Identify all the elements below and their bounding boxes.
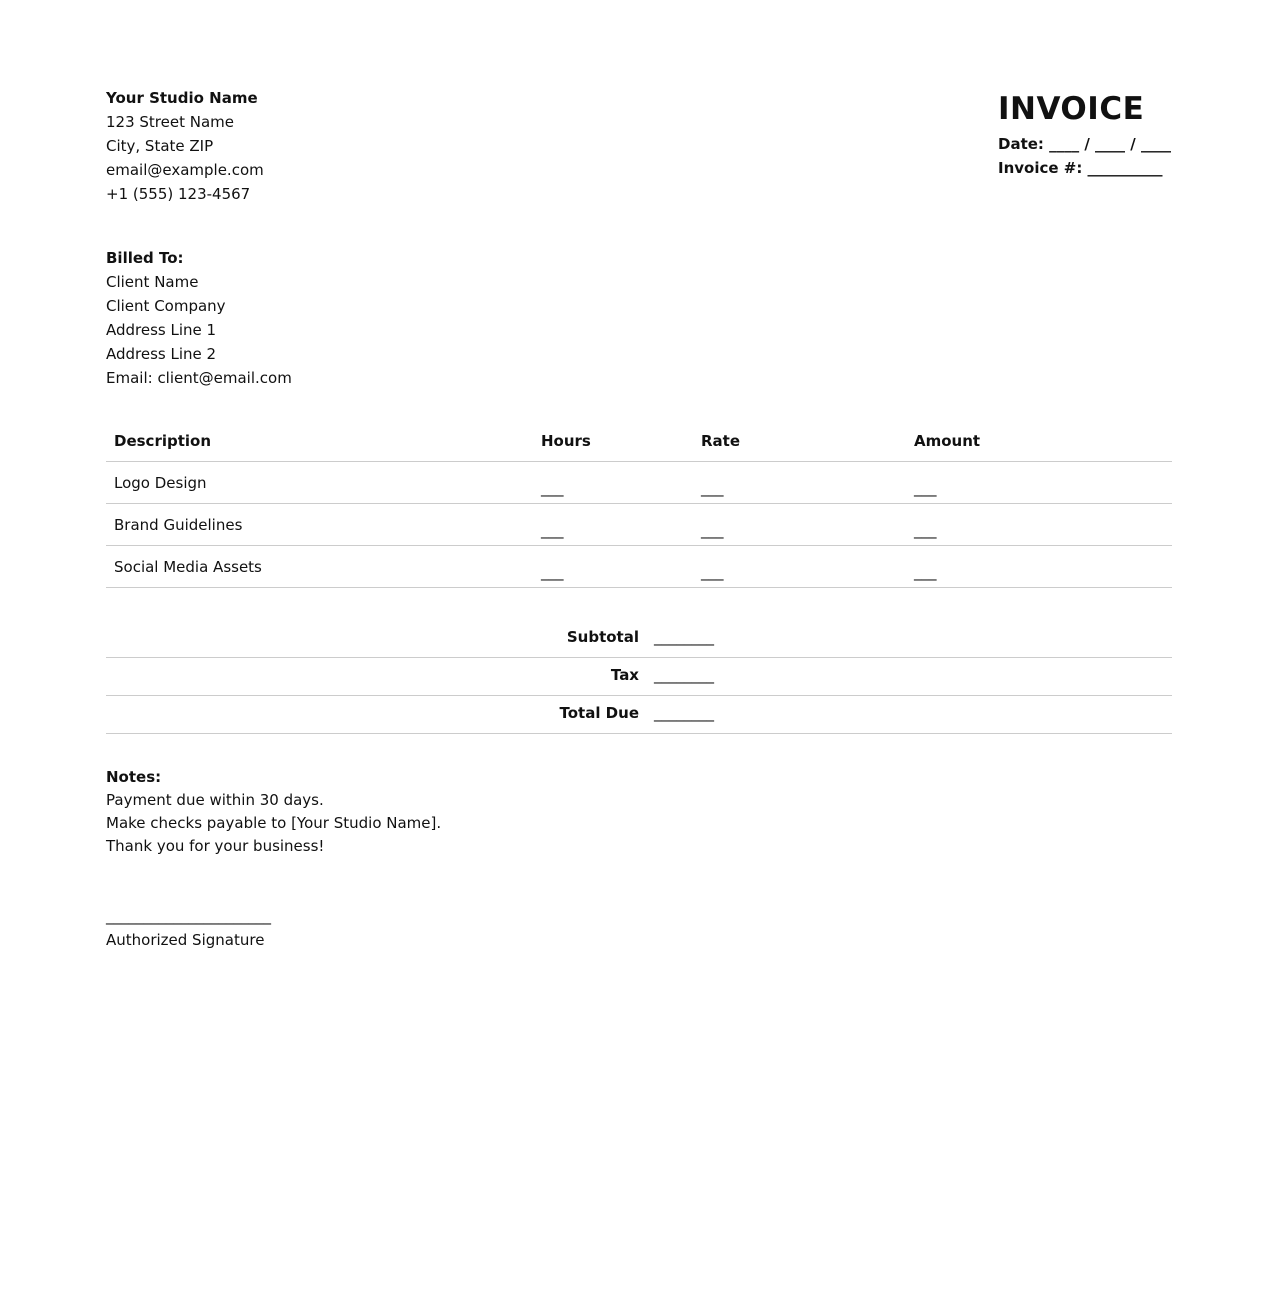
invoice-title: INVOICE [998, 91, 1145, 127]
signature-label: Authorized Signature [106, 931, 265, 949]
row-rate: ___ [701, 478, 724, 497]
header-amount: Amount [906, 420, 1172, 462]
client-address-1: Address Line 1 [106, 321, 217, 339]
row-rate: ___ [701, 562, 724, 581]
client-company: Client Company [106, 297, 226, 315]
row-description: Social Media Assets [106, 546, 533, 588]
header-rate: Rate [693, 420, 906, 462]
table-header-row [106, 420, 1172, 462]
row-hours: ___ [541, 478, 564, 497]
row-description: Logo Design [106, 462, 533, 504]
sender-email: email@example.com [106, 161, 264, 179]
subtotal-row [106, 620, 1172, 658]
table-row [106, 504, 1172, 546]
notes-line: Make checks payable to [Your Studio Name]. [106, 814, 442, 832]
table-row [106, 462, 1172, 504]
billed-to-heading: Billed To: [106, 249, 184, 267]
sender-address-line: 123 Street Name [106, 113, 234, 131]
sender-city-line: City, State ZIP [106, 137, 214, 155]
line-items-table [106, 420, 1172, 588]
totals-block [106, 620, 1172, 734]
row-description: Brand Guidelines [106, 504, 533, 546]
notes-line: Thank you for your business! [106, 837, 325, 855]
header-description: Description [106, 420, 533, 462]
tax-label: Tax [610, 666, 639, 684]
signature-line: ______________________ [106, 907, 271, 925]
table-row [106, 546, 1172, 588]
invoice-date: Date: ____ / ____ / ____ [998, 135, 1171, 153]
signature-block [106, 904, 271, 952]
notes-block [106, 766, 441, 858]
tax-value: ________ [654, 666, 714, 684]
studio-name: Your Studio Name [106, 89, 258, 107]
row-rate: ___ [701, 520, 724, 539]
row-hours: ___ [541, 562, 564, 581]
invoice-header [998, 86, 1171, 180]
invoice-number: Invoice #: __________ [998, 159, 1163, 177]
notes-line: Payment due within 30 days. [106, 791, 324, 809]
subtotal-label: Subtotal [566, 628, 639, 646]
row-amount: ___ [914, 520, 937, 539]
notes-heading: Notes: [106, 768, 162, 786]
total-due-value: ________ [654, 704, 714, 722]
client-email: Email: client@email.com [106, 369, 292, 387]
row-hours: ___ [541, 520, 564, 539]
sender-block [106, 86, 264, 206]
header-hours: Hours [533, 420, 693, 462]
client-name: Client Name [106, 273, 199, 291]
sender-phone: +1 (555) 123-4567 [106, 185, 251, 203]
row-amount: ___ [914, 478, 937, 497]
tax-row [106, 658, 1172, 696]
total-due-label: Total Due [559, 704, 639, 722]
billed-to-block [106, 246, 292, 390]
subtotal-value: ________ [654, 628, 714, 646]
client-address-2: Address Line 2 [106, 345, 217, 363]
row-amount: ___ [914, 562, 937, 581]
total-due-row [106, 696, 1172, 734]
